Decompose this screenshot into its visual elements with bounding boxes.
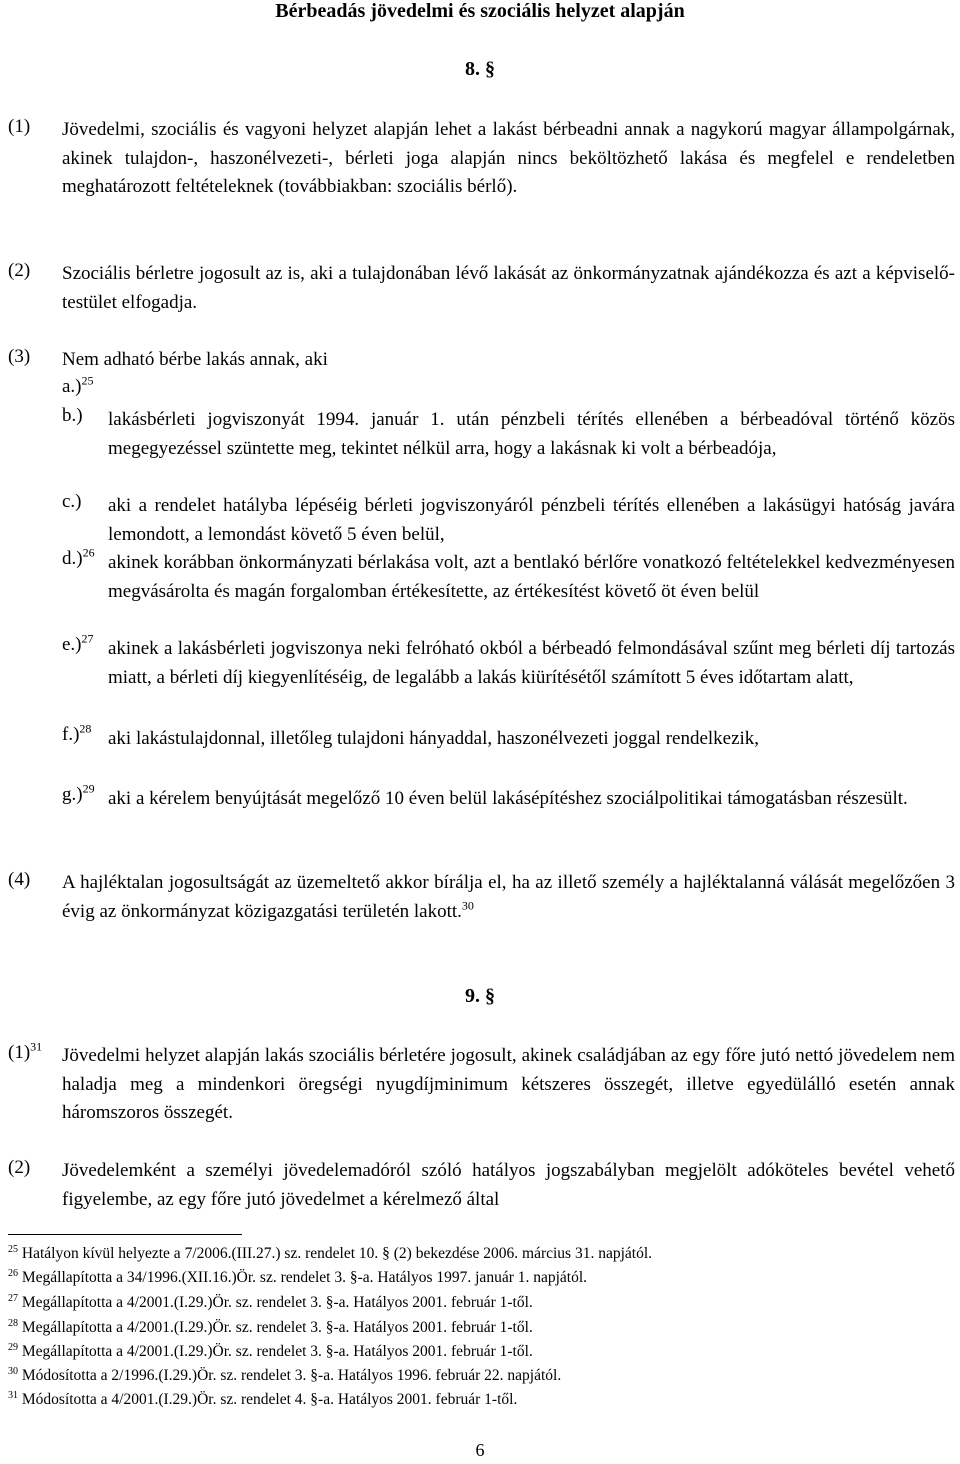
item-b-label: b.)	[62, 405, 83, 426]
item-e-text: akinek a lakásbérleti jogviszonya neki felróható okból a bérbeadó felmondásával szűnt meg bérleti díj tartozás miatt, a bérleti díj kiegyenlítéséig, de legalább a lakás kiürítésétől számított 5 éves időtartam alatt,	[108, 638, 955, 688]
section-8-heading: 8. §	[465, 58, 495, 80]
footnote-ref-31: 31	[30, 1039, 43, 1054]
item-f-label: f.)$^{28}$	[62, 721, 92, 745]
item-d-label: d.)$^{26}$	[62, 545, 95, 569]
footnote-28: $^{28}$ Megállapította a 4/2001.(I.29.)Ör. sz. rendelet 3. §-a. Hatályos 2001. február 1-től.	[8, 1317, 533, 1336]
item-a-label: a.)$^{25}$	[62, 373, 94, 397]
footnote-ref-25: 25	[81, 373, 94, 388]
page-title: Bérbeadás jövedelmi és szociális helyzet alapján	[275, 0, 685, 22]
footnote-31: $^{31}$ Módosította a 4/2001.(I.29.)Ör. sz. rendelet 4. §-a. Hatályos 2001. február 1-től.	[8, 1389, 518, 1408]
footnote-ref-26: 26	[82, 545, 95, 560]
item-d-text: akinek korábban önkormányzati bérlakása volt, azt a bentlakó bérlőre vonatkozó feltételekkel kedvezményesen megvásárolta és magán forgalomban értékesítette, az értékesítést követő öt éven belül	[108, 552, 955, 602]
footnote-26: $^{26}$ Megállapította a 34/1996.(XII.16.)Ör. sz. rendelet 3. §-a. Hatályos 1997. január 1. napjától.	[8, 1267, 588, 1286]
paragraph-2-number: (2)	[8, 260, 31, 281]
footnote-29: $^{29}$ Megállapította a 4/2001.(I.29.)Ör. sz. rendelet 3. §-a. Hatályos 2001. február 1-től.	[8, 1341, 533, 1360]
s9-paragraph-1-text: Jövedelmi helyzet alapján lakás szociális bérletére jogosult, akinek családjában az egy főre jutó nettó jövedelem nem haladja meg a mindenkori öregségi nyugdíjminimum kétszeres összegét, illetve egyedülálló esetén annak háromszoros összegét.	[62, 1045, 955, 1124]
item-g-text: aki a kérelem benyújtását megelőző 10 éven belül lakásépítéshez szociálpolitikai támogatásban részesült.	[108, 788, 908, 809]
item-c-text: aki a rendelet hatályba lépéséig bérleti jogviszonyáról pénzbeli térítés ellenében a lakásügyi hatóság javára lemondott, a lemondást követő 5 éven belül,	[108, 495, 955, 545]
paragraph-3-intro: Nem adható bérbe lakás annak, aki	[62, 349, 328, 370]
footnote-ref-30: 30	[461, 898, 474, 913]
footnote-27: $^{27}$ Megállapította a 4/2001.(I.29.)Ör. sz. rendelet 3. §-a. Hatályos 2001. február 1-től.	[8, 1292, 533, 1311]
paragraph-4-text: A hajléktalan jogosultságát az üzemeltető akkor bírálja el, ha az illető személy a hajléktalanná válását megelőzően 3 évig az önkormányzat közigazgatási területén lakott.$^{30}$	[62, 872, 955, 922]
item-c-label: c.)	[62, 491, 82, 512]
s9-paragraph-1-number: $(1)^{31}$	[8, 1039, 43, 1063]
s9-paragraph-2-text: Jövedelemként a személyi jövedelemadóról szóló hatályos jogszabályban megjelölt adóköteles bevétel vehető figyelembe, az egy főre jutó jövedelmet a kérelmező által	[62, 1160, 955, 1210]
item-b-text: lakásbérleti jogviszonyát 1994. január 1. után pénzbeli térítés ellenében a bérbeadóval történő közös megegyezéssel szüntette meg, tekintet nélkül arra, hogy a lakásnak ki volt a bérbeadója,	[108, 409, 955, 459]
footnote-separator	[8, 1234, 242, 1235]
paragraph-1-text: Jövedelmi, szociális és vagyoni helyzet alapján lehet a lakást bérbeadni annak a nagykorú magyar állampolgárnak, akinek tulajdon-, haszonélvezeti-, bérleti joga alapján nincs beköltözhető lakása és megfelel e rendeletben meghatározott feltételeknek (továbbiakban: szociális bérlő).	[62, 119, 955, 198]
paragraph-4-number: (4)	[8, 869, 31, 890]
item-f-text: aki lakástulajdonnal, illetőleg tulajdoni hányaddal, haszonélvezeti joggal rendelkezik,	[108, 728, 760, 749]
paragraph-1-number: (1)	[8, 116, 31, 137]
footnote-ref-28: 28	[79, 721, 92, 736]
s9-paragraph-2-number: (2)	[8, 1157, 31, 1178]
paragraph-2-text: Szociális bérletre jogosult az is, aki a tulajdonában lévő lakását az önkormányzatnak ajándékozza és azt a képviselő-testület elfogadja.	[62, 263, 955, 313]
footnote-25: $^{25}$ Hatályon kívül helyezte a 7/2006.(III.27.) sz. rendelet 10. § (2) bekezdése 2006. március 31. napjától.	[8, 1243, 653, 1262]
footnote-ref-29: 29	[82, 781, 95, 796]
page-number: 6	[475, 1440, 485, 1460]
item-e-label: e.)$^{27}$	[62, 631, 94, 655]
section-9-heading: 9. §	[465, 985, 495, 1007]
footnote-ref-27: 27	[81, 631, 94, 646]
footnote-30: $^{30}$ Módosította a 2/1996.(I.29.)Ör. sz. rendelet 3. §-a. Hatályos 1996. február 22. napjától.	[8, 1365, 562, 1384]
item-g-label: g.)$^{29}$	[62, 781, 95, 805]
paragraph-3-number: (3)	[8, 346, 31, 367]
